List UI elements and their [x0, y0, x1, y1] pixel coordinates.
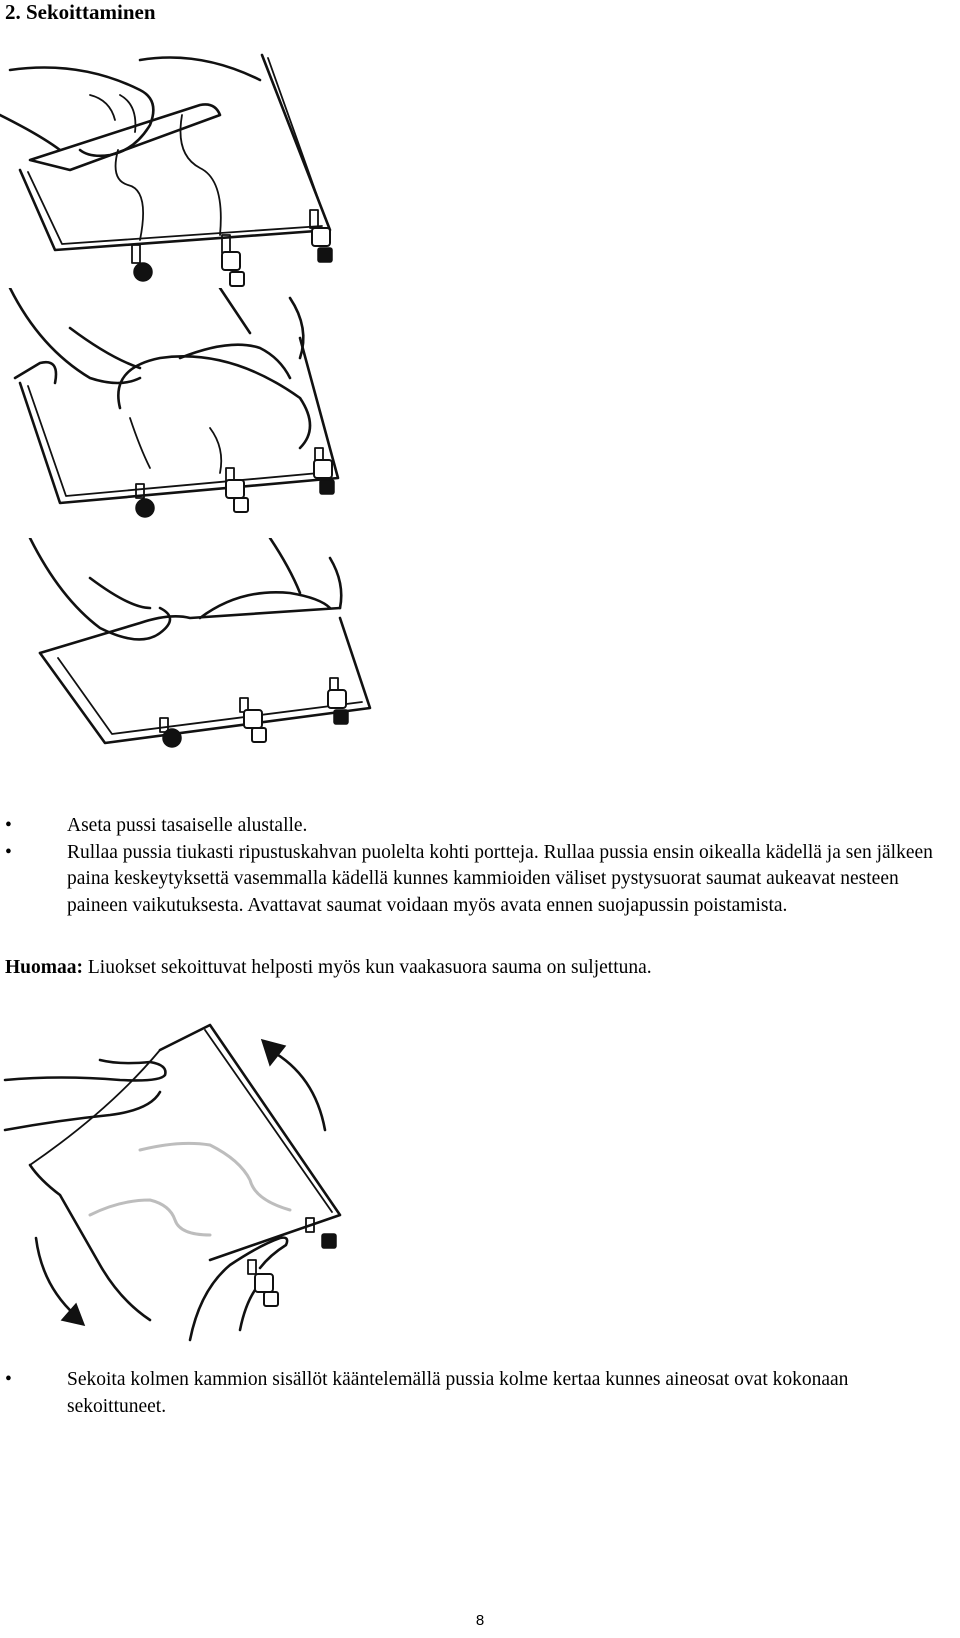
bullet-marker: • — [5, 815, 12, 836]
mixing-inversion-illustration — [0, 1020, 380, 1350]
page-number: 8 — [475, 1612, 485, 1629]
bullet-marker: • — [5, 841, 12, 863]
instruction-item — [0, 1367, 960, 1420]
bullet-marker: • — [5, 1369, 12, 1390]
instruction-text: Rullaa pussia tiukasti ripustuskahvan puolelta kohti portteja. Rullaa pussia ensin oikealla kädellä ja sen jälkeen paina keskeytyksettä vasemmalla kädellä kunnes kammioiden väliset pystysuorat saumat aukeavat nesteen paineen vaikutuksesta. Avattavat saumat voidaan myös avata ennen suojapussin poistamista. — [67, 841, 933, 916]
instruction-text: Sekoita kolmen kammion sisällöt kääntelemällä pussia kolme kertaa kunnes aineosat ovat kokonaan sekoittuneet. — [67, 1369, 849, 1417]
rolling-step-3-illustration — [0, 538, 380, 758]
rolling-step-1-illustration — [0, 40, 360, 300]
instruction-item — [0, 840, 960, 920]
note-text: Liuokset sekoittuvat helposti myös kun vaakasuora sauma on suljettuna. — [83, 957, 652, 978]
note-paragraph — [5, 955, 652, 982]
section-heading: 2. Sekoittaminen — [5, 0, 156, 24]
instruction-list — [0, 813, 960, 919]
instruction-text: Aseta pussi tasaiselle alustalle. — [67, 815, 308, 836]
note-label: Huomaa: — [5, 957, 83, 978]
mixing-instruction-list — [0, 1367, 960, 1420]
rolling-step-2-illustration — [0, 288, 360, 528]
instruction-item — [0, 813, 960, 840]
